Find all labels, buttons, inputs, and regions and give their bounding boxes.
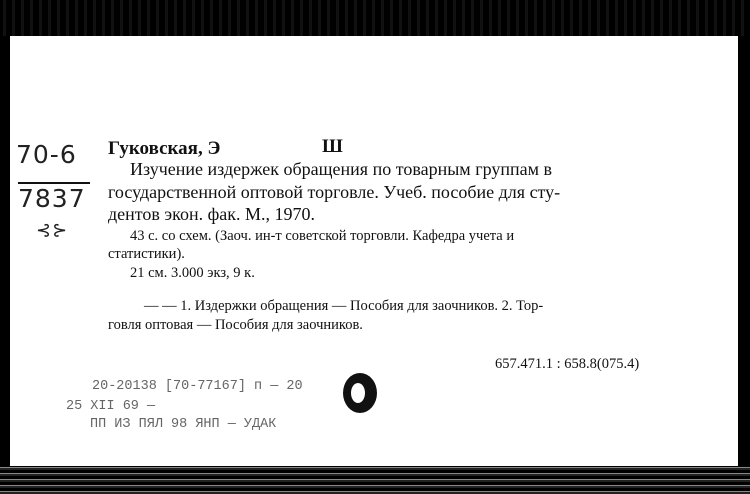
stamp-line-1: 20-20138 [70-77167] п — 20 <box>92 379 303 394</box>
handwritten-mark: ⊰⊱ <box>36 220 69 241</box>
stamp-line-2: 25 XII 69 — <box>66 399 156 414</box>
title-line-1: Изучение издержек обращения по товарным группам в <box>130 159 552 179</box>
subjects-line-1: — — 1. Издержки обращения — Пособия для заочников. 2. Тор- <box>144 298 544 314</box>
printer-emblem-icon <box>343 373 377 413</box>
description-line-1: 43 с. со схем. (Заоч. ин-т советской торговли. Кафедра учета и <box>130 228 515 244</box>
title-line-3: дентов экон. фак. М., 1970. <box>108 204 315 224</box>
call-number-top: 70-6 <box>16 140 77 169</box>
stamp-line-3: ПП ИЗ ПЯЛ 98 ЯНП — УДАК <box>90 417 277 432</box>
title-line-2: государственной оптовой торговле. Учеб. пособие для сту- <box>108 182 561 202</box>
description-line-2: статистики). <box>108 246 185 262</box>
scan-border-top <box>0 0 750 36</box>
subjects-line-2: говля оптовая — Пособия для заочников. <box>108 317 363 333</box>
classification-code: 657.471.1 : 658.8(075.4) <box>495 356 640 372</box>
scan-border-bottom <box>0 466 750 494</box>
author-mark: Ш <box>322 136 343 157</box>
call-number-bottom: 7837 <box>18 184 86 213</box>
physical-description: 21 см. 3.000 экз, 9 к. <box>130 265 255 281</box>
author-name: Гуковская, Э <box>108 138 221 159</box>
